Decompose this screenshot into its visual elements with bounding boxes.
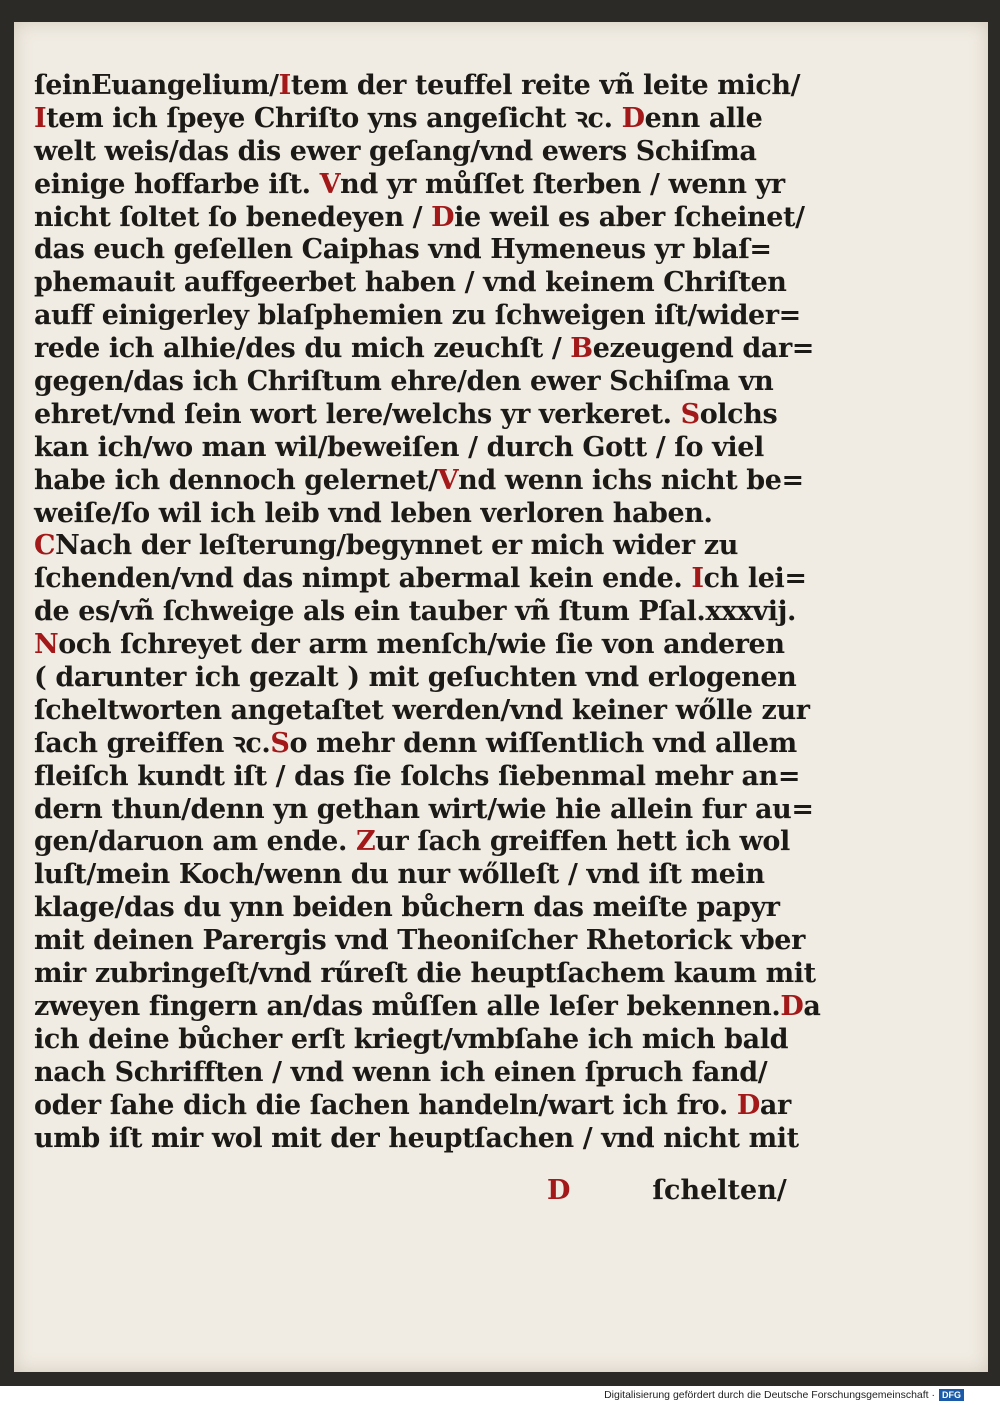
line-text: ſach greiffen ꝛc. [34,727,271,759]
line-text: ar [759,1089,791,1121]
text-line [34,498,814,531]
line-text: welt weis/das dis ewer geſang/vnd ewers Schiſma [34,135,757,167]
text-line [34,1024,814,1057]
text-line [34,596,814,629]
line-text: nd yr můſſet ſterben / wenn yr [340,168,785,200]
line-text: ur ſach greiffen hett ich wol [375,826,790,858]
text-line [34,70,814,103]
text-line [34,300,814,333]
rubricated-initial: C [34,530,56,562]
text-line [34,465,814,498]
text-line [34,136,814,169]
text-line [34,1123,814,1156]
line-text: nach Schrifften / vnd wenn ich einen ſpruch fand/ [34,1056,768,1088]
rubricated-initial: S [270,727,290,759]
line-text: auff einigerley blaſphemien zu ſchweigen iſt/wider= [34,300,801,332]
line-text: dern thun/denn yn gethan wirt/wie hie allein fur au= [34,793,814,825]
rubricated-initial: I [278,70,291,101]
line-text: oder ſahe dich die ſachen handeln/wart ich fro. [34,1089,737,1121]
rubricated-initial: N [34,629,59,661]
line-text: zweyen fingern an/das můſſen alle leſer bekennen. [34,990,781,1022]
rubricated-initial: S [680,398,700,430]
text-line [34,629,814,662]
blackletter-text-block [34,70,821,1155]
line-text: klage/das du ynn beiden bůchern das meiſte papyr [34,892,780,924]
text-line [34,333,814,366]
line-text: gegen/das ich Chriſtum ehre/den ewer Schiſma vn [34,366,774,398]
line-text: ehret/vnd ſein wort lere/welchs yr verkeret. [34,398,681,430]
text-line [34,103,814,136]
line-text: rede ich alhie/des du mich zeuchſt / [34,333,571,365]
line-text: ich deine bůcher erſt kriegt/vmbſahe ich mich bald [34,1023,789,1055]
text-line [34,761,814,794]
digitization-credit [604,1389,964,1401]
line-text: luſt/mein Koch/wenn du nur wőlleſt / vnd iſt mein [34,859,765,891]
rubricated-initial: V [319,168,341,200]
line-text: ſeinEuangelium/ [34,70,279,101]
line-text: ſcheltworten angetaſtet werden/vnd keiner wőlle zur [34,694,810,726]
line-text: olchs [699,398,778,430]
line-text: Nach der leſterung/begynnet er mich wider zu [55,530,738,562]
text-line [34,1090,814,1123]
line-text: o mehr denn wiſſentlich vnd allem [289,727,797,759]
text-line [34,925,814,958]
line-text: ch lei= [703,563,807,595]
rubricated-initial: D [780,990,804,1022]
catchword: ſchelten/ [652,1175,787,1206]
rubricated-initial: V [437,464,459,496]
text-line [34,728,814,761]
line-text: ſchenden/vnd das nimpt abermal kein ende. [34,563,692,595]
line-text: ( darunter ich gezalt ) mit geſuchten vnd erlogenen [34,662,797,694]
line-text: gen/daruon am ende. [34,826,356,858]
text-line [34,1057,814,1090]
signature-mark: D [547,1175,571,1206]
text-line [34,859,814,892]
line-text: das euch geſellen Caiphas vnd Hymeneus yr blaſ= [34,234,772,266]
text-line [34,399,814,432]
line-text: habe ich dennoch gelernet/ [34,464,438,496]
line-text: ie weil es aber ſcheinet/ [454,201,805,233]
text-line [34,432,814,465]
text-line [34,892,814,925]
text-line [34,563,814,596]
book-page [14,22,988,1372]
text-line [34,366,814,399]
line-text: nicht ſoltet ſo benedeyen / [34,201,432,233]
text-line [34,530,814,563]
line-text: fleiſch kundt iſt / das ſie ſolchs ſiebenmal mehr an= [34,760,801,792]
line-text: weiſe/ſo wil ich leib vnd leben verloren haben. [34,497,713,529]
text-line [34,794,814,827]
text-line [34,826,814,859]
rubricated-initial: B [570,333,593,365]
line-text: mit deinen Parergis vnd Theoniſcher Rhetorick vber [34,925,805,957]
dfg-logo: DFG [939,1389,964,1401]
text-line [34,169,814,202]
page-foot [547,1175,787,1206]
text-line [34,202,814,235]
line-text: a [803,990,821,1022]
line-text: nd wenn ichs nicht be= [458,464,804,496]
rubricated-initial: I [691,563,704,595]
rubricated-initial: Z [355,826,376,858]
line-text: de es/vñ ſchweige als ein tauber vñ ſtum Pſal.xxxvij. [34,596,797,628]
rubricated-initial: D [621,102,645,134]
line-text: einige hoffarbe iſt. [34,168,320,200]
line-text: kan ich/wo man wil/beweiſen / durch Gott / ſo viel [34,431,764,463]
rubricated-initial: D [736,1089,760,1121]
text-line [34,234,814,267]
text-line [34,958,814,991]
text-line [34,695,814,728]
rubricated-initial: I [34,102,47,134]
rubricated-initial: D [431,201,455,233]
text-line [34,662,814,695]
line-text: mir zubringeſt/vnd rűreſt die heuptſachem kaum mit [34,958,816,990]
text-line [34,267,814,300]
credit-text: Digitalisierung gefördert durch die Deutsche Forschungsgemeinschaft · [604,1389,935,1401]
line-text: tem der teuffel reite vñ leite mich/ [290,70,801,101]
line-text: tem ich ſpeye Chriſto yns angeſicht ꝛc. [46,102,622,134]
line-text: ezeugend dar= [592,333,815,365]
line-text: phemauit auffgeerbet haben / vnd keinem Chriſten [34,267,787,299]
line-text: och ſchreyet der arm menſch/wie ſie von anderen [58,629,785,661]
text-line [34,990,821,1024]
line-text: enn alle [644,102,763,134]
line-text: umb iſt mir wol mit der heuptſachen / vnd nicht mit [34,1122,799,1154]
